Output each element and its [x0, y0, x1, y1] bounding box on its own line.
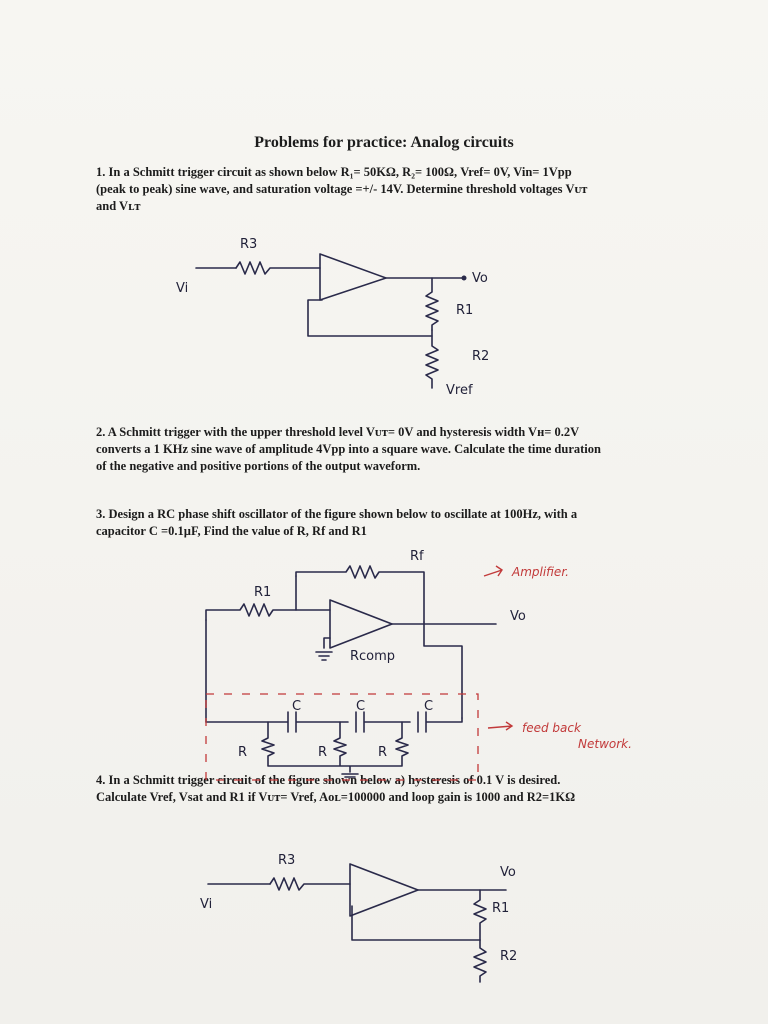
fig3-r1-wire: [206, 576, 296, 620]
fig3-shunt-resistors: [262, 722, 408, 777]
fig1-vref-label: Vref: [446, 383, 473, 398]
fig4-r1-branch: [474, 890, 486, 940]
figure-4-schmitt-trigger: [200, 853, 517, 982]
fig3-r-label-1: R: [238, 745, 248, 760]
fig3-amplifier-note: Amplifier.: [512, 565, 569, 579]
fig3-r1-label: R1: [254, 585, 272, 600]
fig4-opamp: [350, 864, 418, 916]
fig3-rf-label: Rf: [410, 549, 424, 564]
figure-1-schmitt-trigger: [176, 237, 489, 398]
problem-1-line-2: (peak to peak) sine wave, and saturation voltage =+/- 14V. Determine threshold voltages Vᴜᴛ: [96, 182, 588, 196]
fig4-r2-branch: [474, 940, 486, 982]
problem-3-line-2: capacitor C =0.1µF, Find the value of R, Rf and R1: [96, 524, 367, 538]
fig1-vi-label: Vi: [176, 281, 189, 296]
fig3-c2-label: C: [356, 699, 366, 714]
fig4-vo-label: Vo: [500, 865, 516, 880]
fig3-cap-chain: [206, 712, 462, 732]
fig1-vo-label: Vo: [472, 271, 488, 286]
fig3-amplifier-arrow: [484, 566, 502, 576]
fig1-r3-resistor: [236, 262, 320, 274]
fig3-opamp: [330, 600, 392, 648]
fig1-r2-branch: [426, 336, 438, 388]
fig3-feedback-note: feed back: [522, 721, 581, 735]
fig3-outer-loop: [206, 620, 462, 722]
fig4-r3-label: R3: [278, 853, 296, 868]
fig3-rf-wire: [296, 566, 424, 622]
problem-1-line-1: 1. In a Schmitt trigger circuit as shown below R₁= 50KΩ, R₂= 100Ω, Vref= 0V, Vin= 1Vpp: [96, 165, 572, 179]
fig1-r1-branch: [426, 278, 438, 330]
fig3-vo-label: Vo: [510, 609, 526, 624]
problem-2-line-1: 2. A Schmitt trigger with the upper threshold level Vᴜᴛ= 0V and hysteresis width Vʜ= 0.2V: [96, 425, 580, 439]
problem-3: [96, 506, 688, 540]
fig3-r-label-2: R: [318, 745, 328, 760]
problem-2: [96, 424, 688, 475]
fig3-network-note: Network.: [578, 737, 632, 751]
fig1-r1-label: R1: [456, 303, 474, 318]
fig4-r3-resistor: [270, 878, 350, 890]
fig4-feedback-wire: [352, 906, 480, 940]
fig3-r-label-3: R: [378, 745, 388, 760]
page-title: Problems for practice: Analog circuits: [254, 134, 514, 151]
fig3-rcomp-label: Rcomp: [350, 649, 396, 664]
fig1-r3-label: R3: [240, 237, 258, 252]
fig1-output-node: [462, 276, 467, 281]
problem-1: [96, 164, 688, 215]
problem-1-line-3: and Vʟᴛ: [96, 199, 141, 213]
problem-4-line-2: Calculate Vref, Vsat and R1 if Vᴜᴛ= Vref, Aᴏʟ=100000 and loop gain is 1000 and R2=1KΩ: [96, 790, 576, 804]
fig4-r1-label: R1: [492, 901, 510, 916]
problem-2-line-3: of the negative and positive portions of the output waveform.: [96, 459, 421, 473]
fig1-feedback-wire: [308, 300, 432, 336]
fig3-c1-label: C: [292, 699, 302, 714]
problem-4-line-1: 4. In a Schmitt trigger circuit of the figure shown below a) hysteresis of 0.1 V is desired.: [96, 773, 561, 787]
problem-2-line-2: converts a 1 KHz sine wave of amplitude 4Vpp into a square wave. Calculate the time duration: [96, 442, 601, 456]
fig1-opamp: [320, 254, 386, 300]
fig4-vi-label: Vi: [200, 897, 213, 912]
fig1-r2-label: R2: [472, 349, 490, 364]
fig3-rcomp: [316, 638, 332, 660]
figure-3-rc-phase-shift: [206, 549, 632, 780]
problem-3-line-1: 3. Design a RC phase shift oscillator of the figure shown below to oscillate at 100Hz, with a: [96, 507, 578, 521]
fig4-r2-label: R2: [500, 949, 518, 964]
fig3-feedback-box: [206, 694, 478, 780]
fig3-c3-label: C: [424, 699, 434, 714]
problem-4: [96, 772, 688, 806]
fig3-feedback-arrow: [488, 722, 512, 730]
